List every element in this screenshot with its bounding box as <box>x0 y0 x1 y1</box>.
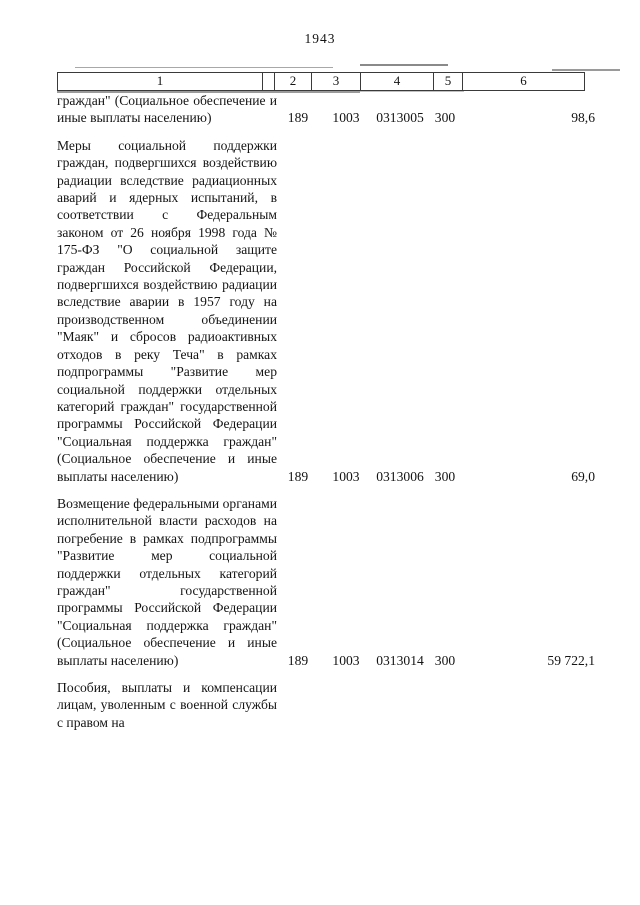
col3-value-cell: 1003 <box>332 652 360 668</box>
col6-amount-cell: 59 722,1 <box>547 652 595 668</box>
page-number: 1943 <box>304 31 336 46</box>
header-cell-divider <box>263 73 275 90</box>
table-row <box>57 92 597 127</box>
col2-value-cell: 189 <box>287 652 309 668</box>
header-cell-2: 2 <box>275 73 312 90</box>
col3-value-cell: 1003 <box>332 110 360 126</box>
col4-value-cell: 0313005 <box>376 110 424 126</box>
header-cell-1: 1 <box>58 73 263 90</box>
header-cell-5: 5 <box>434 73 463 90</box>
col1-text-cell: граждан" (Социальное обеспечение и иные выплаты населению) <box>57 93 277 126</box>
col5-value-cell: 300 <box>434 652 456 668</box>
scan-artifact-line <box>75 67 333 68</box>
scan-artifact-line <box>552 69 620 71</box>
header-cell-3: 3 <box>312 73 361 90</box>
scan-artifact-line <box>360 64 448 66</box>
col1-text-cell: Меры социальной поддержки граждан, подвергшихся воздействию радиации вследствие радиационных аварий и ядерных испытаний, в соответствии с Федеральным законом от 26 ноября 1998 года № 175-ФЗ "О социальной защите граждан Российской Федерации, подвергшихся воздействию радиации вследствие аварии в 1957 году на производственном объединении "Маяк" и сбросов радиоактивных отходов в реку Теча" в рамках подпрограммы "Развитие мер социальной поддержки отдельных категорий граждан" государственной программы Российской Федерации "Социальная поддержка граждан" (Социальное обеспечение и иные выплаты населению) <box>57 137 277 484</box>
col2-value-cell: 189 <box>287 468 309 484</box>
col2-value-cell: 189 <box>287 110 309 126</box>
table-body <box>57 92 597 741</box>
header-cell-6: 6 <box>520 73 527 88</box>
table-row <box>57 679 597 731</box>
header-cell-4: 4 <box>361 73 434 90</box>
col6-amount-cell: 69,0 <box>571 468 595 484</box>
col5-value-cell: 300 <box>434 110 456 126</box>
col1-text-cell: Пособия, выплаты и компенсации лицам, уволенным с военной службы с правом на <box>57 680 277 730</box>
col3-value-cell: 1003 <box>332 468 360 484</box>
col6-amount-cell: 98,6 <box>571 110 595 126</box>
col1-text-cell: Возмещение федеральными органами исполнительной власти расходов на погребение в рамках подпрограммы "Развитие мер социальной поддержки отдельных категорий граждан" государственной программы Российской Федерации "Социальная поддержка граждан" (Социальное обеспечение и иные выплаты населению) <box>57 495 277 668</box>
col4-value-cell: 0313006 <box>376 468 424 484</box>
col5-value-cell: 300 <box>434 468 456 484</box>
table-row <box>57 137 597 485</box>
table-header-row <box>57 72 585 91</box>
col4-value-cell: 0313014 <box>376 652 424 668</box>
table-row <box>57 495 597 669</box>
